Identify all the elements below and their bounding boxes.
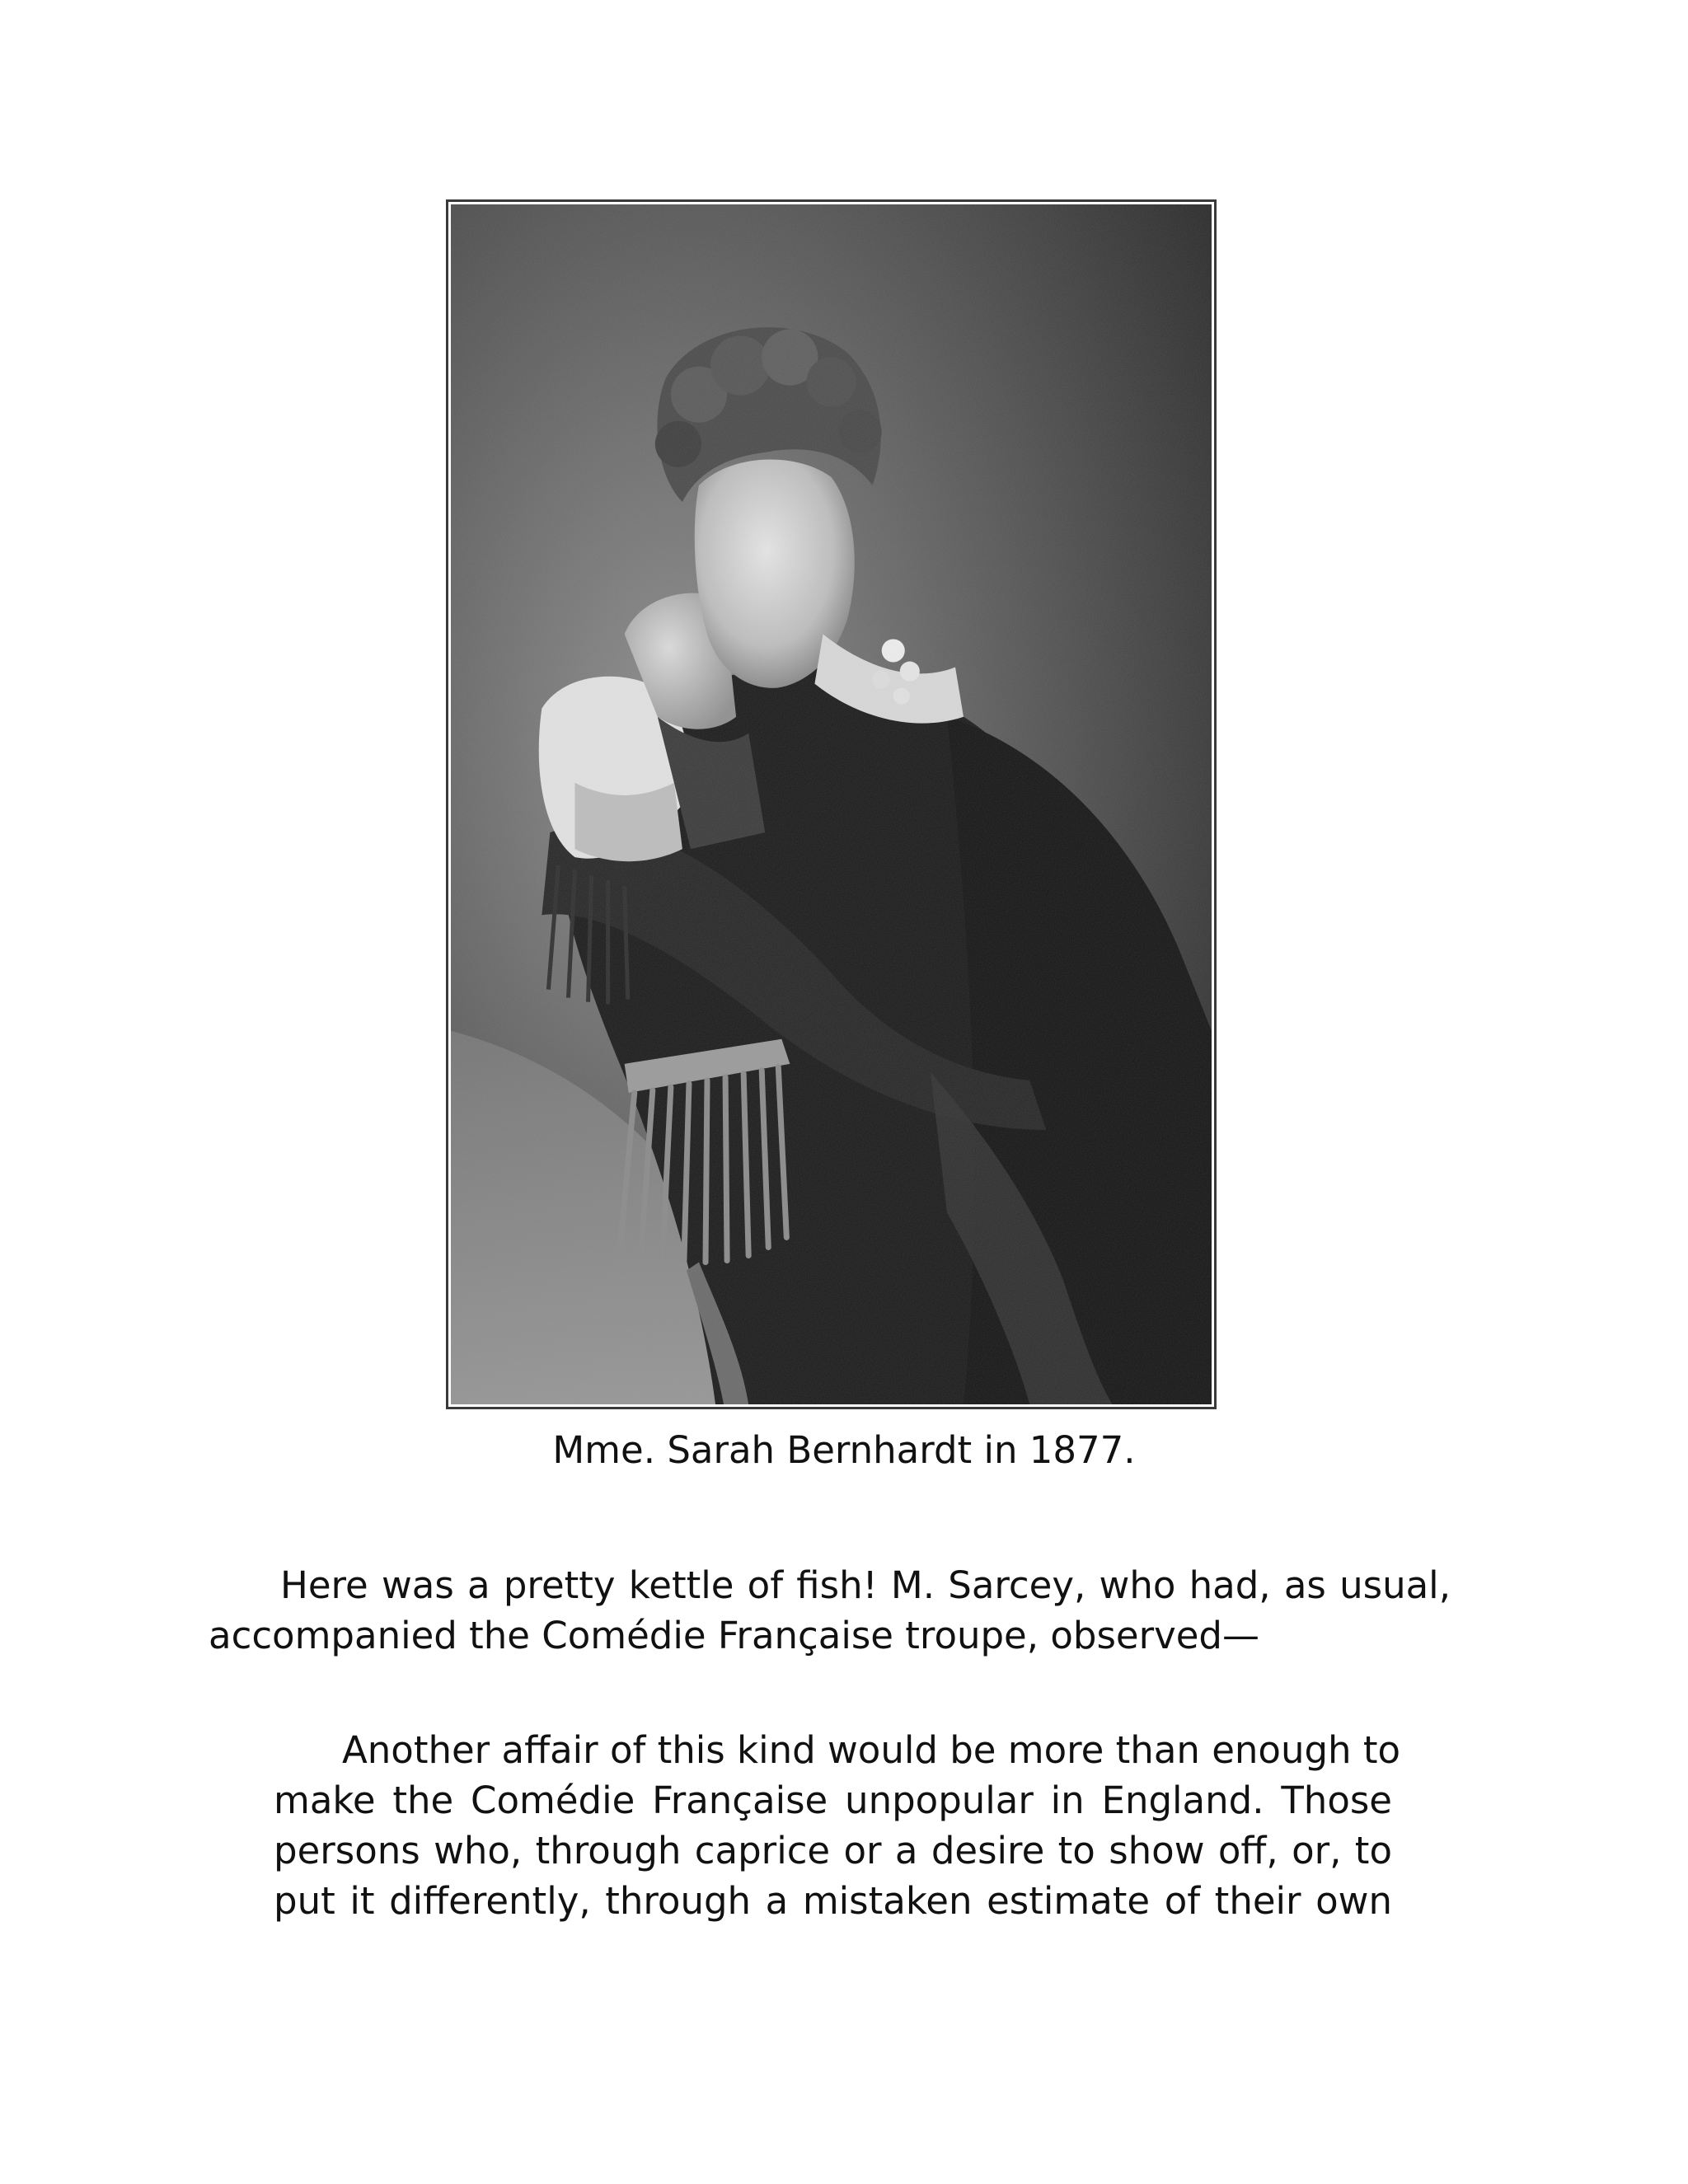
portrait-photo [451,204,1212,1404]
quote-line: Another affair of this kind would be more than enough to [342,1728,1401,1772]
quote-line: put it differently, through a mistaken estimate of their own [274,1879,1392,1923]
body-paragraph-text: Here was a pretty kettle of fish! M. Sarcey, who had, as usual, accompanied the Comédie Française troupe, observed— [209,1563,1451,1657]
quote-line: persons who, through caprice or a desire to show off, or, to [274,1829,1392,1872]
block-quote [274,1725,1401,1926]
portrait-photo-frame [446,199,1217,1409]
quote-line: make the Comédie Française unpopular in England. Those [274,1779,1392,1822]
figure-caption: Mme. Sarah Bernhardt in 1877. [552,1428,1136,1472]
body-paragraph [209,1560,1451,1661]
